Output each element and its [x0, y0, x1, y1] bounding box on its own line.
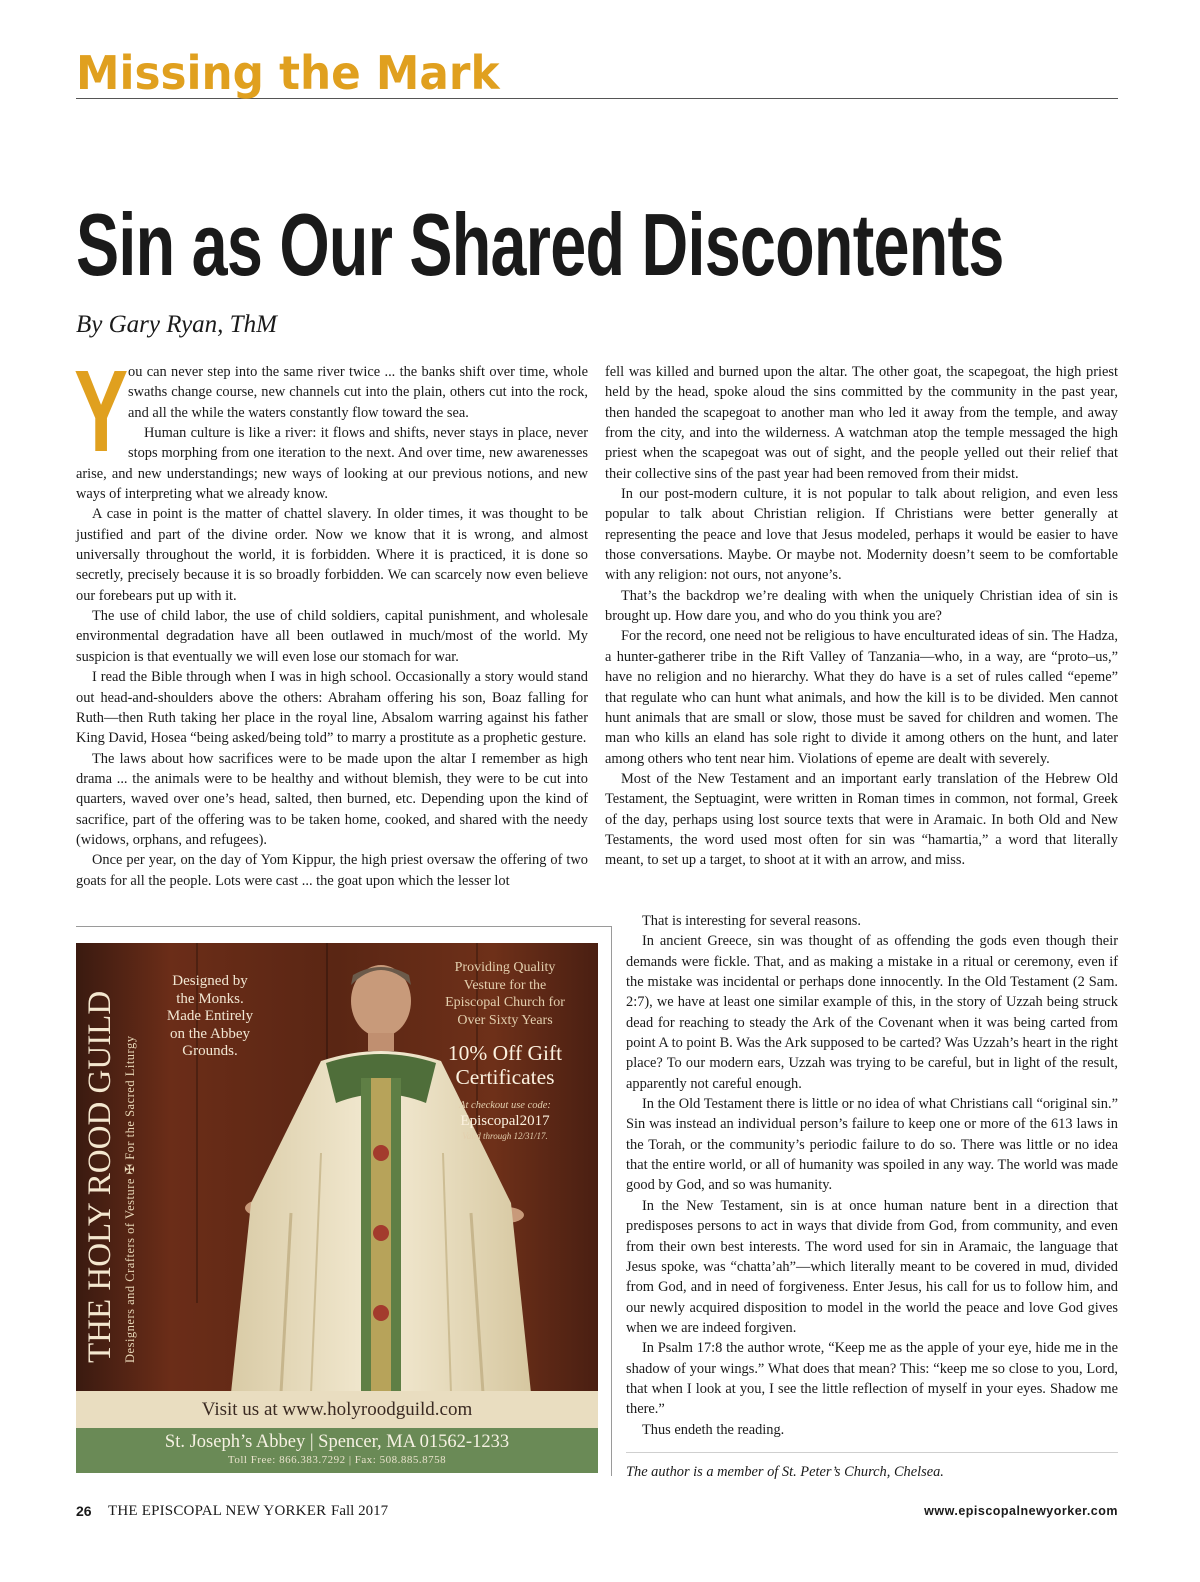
ad-copy-line: Vesture for the — [463, 977, 547, 993]
ad-contact-bar — [76, 1428, 598, 1473]
ad-copy-line: Grounds. — [182, 1043, 238, 1059]
ad-offer-line: Certificates — [455, 1065, 555, 1089]
ad-code-label: At checkout use code: — [459, 1100, 551, 1111]
article-paragraph: In the Old Testament there is little or no idea of what Christians call “original sin.” Sin was instead an individual person’s failure to keep one or more of the 613 laws in the Torah, or the community’s periodic failure to do so. There was little or no idea that the entire world, or all of humanity was spoiled in any way. The world was made good by God, and so was humanity. — [626, 1096, 1118, 1194]
article-paragraph: That is interesting for several reasons. — [642, 913, 861, 929]
article-paragraph: fell was killed and burned upon the altar. The other goat, the scapegoat, the high priest held by the head, spoke aloud the sins committed by the community in the past year, then handed the scapegoat to another man who led it away from the temple, and away from the city, and into the wilderness. A watchman atop the temple messaged the high priest when the scapegoat was out of sight, and the people yelled out their relief that their collective sins of the past year had been removed from their midst. — [605, 364, 1118, 482]
article-paragraph: A case in point is the matter of chattel slavery. In older times, it was thought to be justified and part of the divine order. Now we know that it is wrong, and almost universally throughout the world, it is forbidden. Where it is practiced, it is done so secretly, precisely because it is so broadly forbidden. We can scarcely now even believe our forebears put up with it. — [76, 506, 588, 604]
article-paragraph: Most of the New Testament and an important early translation of the Hebrew Old Testament, the Septuagint, were written in Roman times in common, not formal, Greek of the day, perhaps using lost source texts that were in Aramaic. In both Old and New Testaments, the word used most often for sin was “hamartia,” a word that literally meant, to set up a target, to shoot at it with an arrow, and miss. — [605, 770, 1118, 869]
ad-copy-line: Over Sixty Years — [457, 1012, 553, 1028]
article-headline: Sin as Our Shared Discontents — [76, 195, 1004, 294]
ad-website-link[interactable]: Visit us at www.holyroodguild.com — [76, 1391, 598, 1428]
author-note-rule — [626, 1452, 1118, 1453]
article-paragraph: Once per year, on the day of Yom Kippur, the high priest oversaw the offering of two goats for all the people. Lots were cast ... the goat upon which the lesser lot — [76, 852, 588, 889]
article-paragraph: In the New Testament, sin is at once human nature bent in a direction that predisposes persons to act in ways that divide from God, from community, and even from their own best interests. The word used for sin in Aramaic, the language that Jesus spoke, was “chatta’ah”—which literally meant to be covered in mud, divided from God, and in need of forgiveness. Enter Jesus, his call for us to follow him, and our newly acquired disposition to model in the world the peace and love God gives when we are indeed forgiven. — [626, 1197, 1118, 1336]
ad-copy-line: Providing Quality — [454, 960, 556, 975]
ad-copy-line: on the Abbey — [170, 1025, 250, 1042]
ad-monks-copy — [160, 973, 260, 1061]
holy-rood-guild-advertisement[interactable] — [76, 943, 598, 1473]
guild-name: THE HOLY ROOD GUILD — [82, 990, 118, 1363]
ad-offer-line: 10% Off Gift — [447, 1041, 563, 1065]
article-column-right-lower — [626, 911, 1118, 1440]
page-footer — [76, 1500, 1118, 1522]
article-paragraph: In our post-modern culture, it is not popular to talk about religion, and even less popular to talk about Christian religion. If Christians were better generally at representing the peace and love that Jesus modeled, perhaps it would be easier to have those conversations. Maybe. Or maybe not. Modernity doesn’t seem to be comfortable with any religion: not ours, not anyone’s. — [605, 486, 1118, 584]
section-title: Missing the Mark — [76, 46, 500, 100]
ad-offer-block — [426, 959, 584, 1142]
article-paragraph: I read the Bible through when I was in high school. Occasionally a story would stand out head-and-shoulders above the others: Abraham offering his son, Boaz falling for Ruth—then Ruth taking her place in the royal line, Absalom warring against his father King David, Hosea “being asked/being told” to marry a prostitute as a prophetic gesture. — [76, 669, 588, 747]
article-byline: By Gary Ryan, ThM — [76, 311, 277, 338]
article-paragraph: The use of child labor, the use of child soldiers, capital punishment, and wholesale environmental degradation have all been outlawed in much/most of the world. My suspicion is that eventually we will even lose our stomach for war. — [76, 608, 588, 665]
ad-offer-headline — [426, 1041, 584, 1089]
article-paragraph: In ancient Greece, sin was thought of as offending the gods even though their demands were fickle. That, and as making a mistake in a ritual or ceremony, even if the mistake was incidental or perhaps done innocently. In the Old Testament (2 Sam. 2:7), we have at least one similar example of this, in the story of Uzzah being struck dead for reaching to steady the Ark of the Covenant when it was being carted from point A to point B. Was the Ark supposed to be carted? Was Uzzah’s heart in the right place? To our modern ears, Uzzah was trying to be careful, but in light of the result, apparently not careful enough. — [626, 933, 1118, 1092]
article-paragraph: In Psalm 17:8 the author wrote, “Keep me as the apple of your eye, hide me in the shadow of your wings.” What does that mean? This: “keep me so close to you, Lord, that when I look at you, I see the little reflection of myself in your eyes. Shadow me there.” — [626, 1340, 1118, 1418]
guild-name-vertical — [76, 953, 166, 1373]
ad-copy-line: Episcopal Church for — [445, 995, 565, 1010]
article-paragraph: For the record, one need not be religious to have enculturated ideas of sin. The Hadza, a hunter-gatherer tribe in the Rift Valley of Tanzania—who, in a way, are “proto–us,” have no religion and no hierarchy. What they do have is a set of rules called “epeme” that regulate who can hunt what animals, and how the kill is to be divided. Men cannot hunt animals that are small or slow, those must be saved for children and women. The man who kills an eland has sole right to divide it among others on the hunt, and later among others who tent near him. Violations of epeme are dealt with severely. — [605, 628, 1118, 767]
ad-valid-date: Valid through 12/31/17. — [462, 1131, 548, 1141]
ad-copy-line: the Monks. — [176, 990, 244, 1007]
ad-promo-code: Episcopal2017 — [460, 1113, 550, 1129]
website-link[interactable]: www.episcopalnewyorker.com — [924, 1504, 1118, 1518]
article-paragraph: Human culture is like a river: it flows and shifts, never stays in place, never stops morphing from one iteration to the next. And over time, new awarenesses arise, and new understandings; new ways of looking at our previous notions, and new ways of interpreting what we already know. — [76, 425, 588, 503]
ad-frame-rule — [611, 926, 612, 1476]
section-header — [76, 48, 1118, 99]
article-paragraph: The laws about how sacrifices were to be made upon the altar I remember as high drama ... the animals were to be healthy and without blemish, they were to be cut into quarters, waved over one’s head, salted, then burned, etc. Depending upon the kind of sacrifice, part of the offering was to be taken home, cooked, and shared with the needy (widows, orphans, and refugees). — [76, 750, 588, 848]
guild-tagline: Designers and Crafters of Vesture ✠ For the Sacred Liturgy — [123, 1035, 137, 1363]
ad-copy-line: Made Entirely — [166, 1008, 254, 1024]
publication-name: THE EPISCOPAL NEW YORKER — [108, 1503, 327, 1519]
ad-frame-rule — [76, 926, 612, 927]
ad-phone-fax: Toll Free: 866.383.7292 | Fax: 508.885.8758 — [227, 1454, 447, 1466]
author-note: The author is a member of St. Peter’s Church, Chelsea. — [626, 1464, 944, 1480]
drop-cap: Y — [74, 346, 129, 476]
article-paragraph: That’s the backdrop we’re dealing with when the uniquely Christian idea of sin is brought up. How dare you, and who do you think you are? — [605, 587, 1118, 625]
ad-address: St. Joseph’s Abbey | Spencer, MA 01562-1233 — [164, 1432, 510, 1452]
ad-copy-line: Designed by — [172, 973, 248, 989]
page-number: 26 — [76, 1503, 92, 1519]
article-column-right — [605, 362, 1118, 871]
article-paragraph: Thus endeth the reading. — [642, 1421, 785, 1438]
issue-date: Fall 2017 — [331, 1503, 389, 1519]
article-column-left — [74, 346, 588, 891]
article-paragraph: ou can never step into the same river twice ... the banks shift over time, whole swaths change course, new channels cut into the plain, others cut into the rock, and all the while the waters constantly flow toward the sea. — [128, 364, 588, 421]
